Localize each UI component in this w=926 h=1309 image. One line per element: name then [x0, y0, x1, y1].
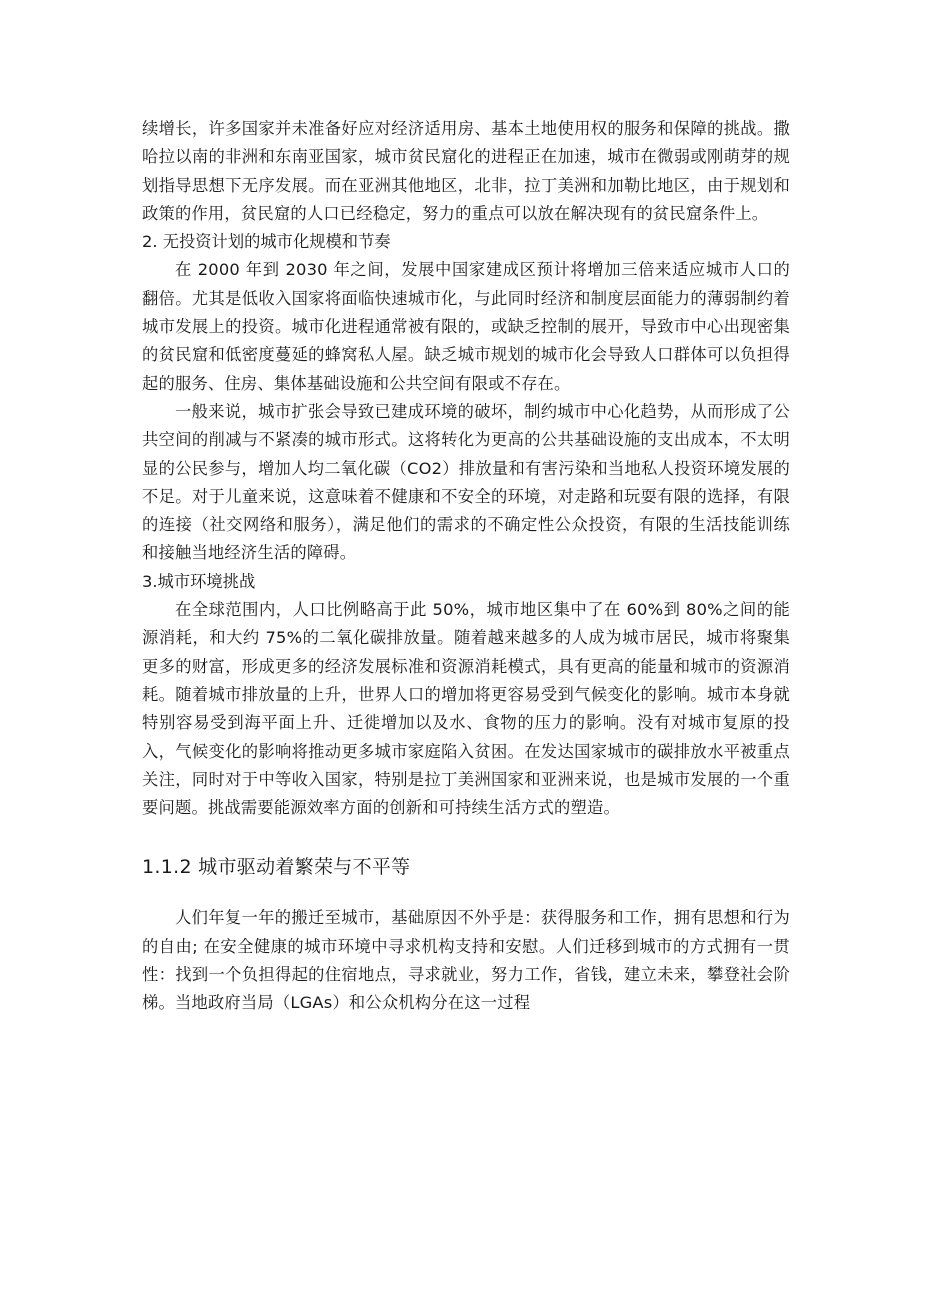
- paragraph-built-area-growth: 在 2000 年到 2030 年之间，发展中国家建成区预计将增加三倍来适应城市人口的翻倍。尤其是低收入国家将面临快速城市化，与此同时经济和制度层面能力的薄弱制约着城市发展上的投资。城市化进程通常被有限的，或缺乏控制的展开，导致市中心出现密集的贫民窟和低密度蔓延的蜂窝私人屋。缺乏城市规划的城市化会导致人口群体可以负担得起的服务、住房、集体基础设施和公共空间有限或不存在。: [142, 260, 790, 393]
- paragraph-migration-reasons: 人们年复一年的搬迁至城市，基础原因不外乎是：获得服务和工作，拥有思想和行为的自由; 在安全健康的城市环境中寻求机构支持和安慰。人们迁移到城市的方式拥有一贯性：找到一个负担得起的住宿地点，寻求就业，努力工作，省钱，建立未来，攀登社会阶梯。当地政府当局（LGAs）和公众机构分在这一过程: [142, 908, 790, 1013]
- spacer: [142, 882, 790, 904]
- paragraph-energy-emissions: 在全球范围内，人口比例略高于此 50%，城市地区集中了在 60%到 80%之间的能源消耗，和大约 75%的二氧化碳排放量。随着越来越多的人成为城市居民，城市将聚集更多的财富，形成更多的经济发展标准和资源消耗模式，具有更高的能量和城市的资源消耗。随着城市排放量的上升，世界人口的增加将更容易受到气候变化的影响。城市本身就特别容易受到海平面上升、迁徙增加以及水、食物的压力的影响。没有对城市复原的投入，气候变化的影响将推动更多城市家庭陷入贫困。在发达国家城市的碳排放水平被重点关注，同时对于中等收入国家，特别是拉丁美洲国家和亚洲来说，也是城市发展的一个重要问题。挑战需要能源效率方面的创新和可持续生活方式的塑造。: [142, 600, 790, 818]
- section-title: 1.1.2 城市驱动着繁荣与不平等: [142, 856, 411, 879]
- subheading-environment-challenges: 3.城市环境挑战: [142, 571, 256, 591]
- paragraph-slum-challenges: 续增长，许多国家并未准备好应对经济适用房、基本土地使用权的服务和保障的挑战。撒哈拉以南的非洲和东南亚国家，城市贫民窟化的进程正在加速，城市在微弱或刚萌芽的规划指导思想下无序发展。而在亚洲其他地区，北非，拉丁美洲和加勒比地区，由于规划和政策的作用，贫民窟的人口已经稳定，努力的重点可以放在解决现有的贫民窟条件上。: [142, 119, 790, 223]
- paragraph-urban-sprawl: 一般来说，城市扩张会导致已建成环境的破坏，制约城市中心化趋势，从而形成了公共空间的削减与不紧凑的城市形式。这将转化为更高的公共基础设施的支出成本，不太明显的公民参与，增加人均二氧化碳（CO2）排放量和有害污染和当地私人投资环境发展的不足。对于儿童来说，这意味着不健康和不安全的环境，对走路和玩耍有限的选择，有限的连接（社交网络和服务），满足他们的需求的不确定性公众投资，有限的生活技能训练和接触当地经济生活的障碍。: [142, 401, 790, 563]
- spacer: [142, 822, 790, 852]
- document-body: [142, 115, 790, 1018]
- subheading-urbanization-scale: 2. 无投资计划的城市化规模和节奏: [142, 232, 391, 252]
